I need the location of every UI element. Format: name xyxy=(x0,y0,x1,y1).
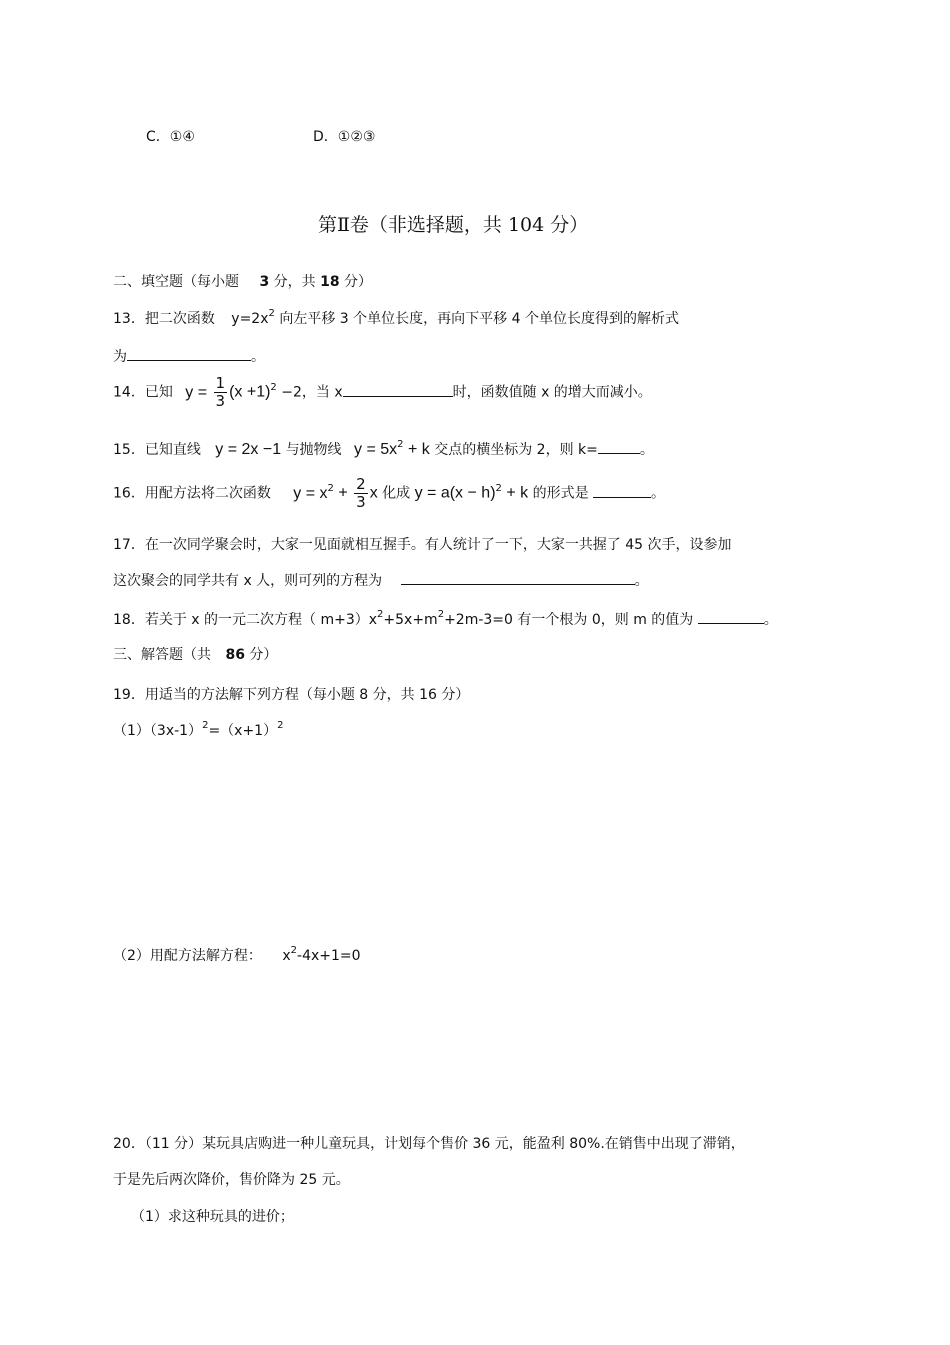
section2-score: 3 xyxy=(259,274,270,290)
q19-2-exponent: 2 xyxy=(290,945,298,956)
q14-text-g: −2，当 x xyxy=(281,384,343,401)
question-13-cont xyxy=(113,346,265,366)
q13-text-c: 为 xyxy=(113,349,127,365)
question-13 xyxy=(113,308,679,328)
section2-text-c: 分） xyxy=(344,274,373,290)
q15-text-c: 交点的横坐标为 2，则 k= xyxy=(434,442,598,458)
q19-2-x: x xyxy=(282,948,291,964)
question-20-cont: 于是先后两次降价，售价降为 25 元。 xyxy=(113,1172,350,1188)
question-19: 19．用适当的方法解下列方程（每小题 8 分，共 16 分） xyxy=(113,687,470,703)
q13-answer-blank[interactable] xyxy=(127,346,251,361)
q15-exponent: 2 xyxy=(397,439,404,450)
q15-line: y = 2x −1 xyxy=(215,441,282,458)
q18-text-c: +2m-3=0 有一个根为 0，则 m 的值为 xyxy=(444,612,694,628)
q13-function: y=2x xyxy=(231,311,269,327)
q16-denominator: 3 xyxy=(356,493,366,511)
q16-plus: + xyxy=(338,484,348,502)
question-20: 20．（11 分）某玩具店购进一种儿童玩具，计划每个售价 36 元，能盈利 80%.在销售中出现了滞销， xyxy=(113,1136,745,1152)
q14-text-b: 时，函数值随 x 的增大而减小。 xyxy=(452,384,652,401)
q18-exponent-1: 2 xyxy=(377,609,384,620)
q17-text-b: 这次聚会的同学共有 x 人，则可列的方程为 xyxy=(113,573,383,589)
q19-1-exponent-2: 2 xyxy=(277,720,284,731)
q15-text-b: 与抛物线 xyxy=(285,442,342,458)
q19-1-exponent-1: 2 xyxy=(202,720,209,731)
question-14 xyxy=(113,375,652,410)
section2-text-a: 二、填空题（每小题 xyxy=(113,274,239,290)
question-17-cont xyxy=(113,570,649,590)
q19-1-text-b: =（x+1） xyxy=(208,723,278,739)
q15-parabola: y = 5x xyxy=(354,441,398,458)
q16-vertex-form: y = a(x − h) xyxy=(414,484,496,502)
q17-end: 。 xyxy=(634,573,649,589)
question-18 xyxy=(113,609,778,629)
q16-text-a: 16．用配方法将二次函数 xyxy=(113,485,271,502)
q14-exponent: 2 xyxy=(270,381,277,393)
q13-text-b: 向左平移 3 个单位长度，再向下平移 4 个单位长度得到的解析式 xyxy=(279,311,679,327)
q13-text-a: 13．把二次函数 xyxy=(113,311,215,327)
option-d: D．①②③ xyxy=(313,129,376,145)
question-20-part-1: （1）求这种玩具的进价； xyxy=(131,1209,294,1225)
q19-2-text-b: -4x+1=0 xyxy=(297,948,361,964)
q16-text-b: 化成 xyxy=(382,485,411,502)
q16-exponent-1: 2 xyxy=(327,482,334,494)
q16-function-a: y = x xyxy=(293,484,328,502)
part2-title: 第Ⅱ卷（非选择题，共 104 分） xyxy=(318,214,589,236)
q14-y: y = xyxy=(185,383,208,401)
q19-2-text-a: （2）用配方法解方程： xyxy=(113,948,262,964)
section3-total: 86 xyxy=(225,647,245,663)
section3-text-b: 分） xyxy=(249,647,278,663)
q15-text-a: 15．已知直线 xyxy=(113,442,201,458)
q14-answer-blank[interactable] xyxy=(343,382,453,397)
q16-answer-blank[interactable] xyxy=(593,483,651,498)
question-17: 17．在一次同学聚会时，大家一见面就相互握手。有人统计了一下，大家一共握了 45 次手，设参加 xyxy=(113,537,732,553)
q18-answer-blank[interactable] xyxy=(698,609,764,624)
q18-text-b: +5x+m xyxy=(383,612,438,628)
q13-end: 。 xyxy=(251,349,265,365)
q16-fraction xyxy=(354,476,368,511)
q14-function: (x +1) xyxy=(229,383,271,401)
q15-answer-blank[interactable] xyxy=(598,439,640,454)
q18-end: 。 xyxy=(763,612,778,628)
section3-heading xyxy=(113,644,277,664)
question-16 xyxy=(113,476,665,511)
q16-exponent-2: 2 xyxy=(495,482,502,494)
q14-denominator: 3 xyxy=(215,392,226,410)
q14-text-a: 14．已知 xyxy=(113,384,173,401)
q14-fraction xyxy=(214,375,228,410)
q19-1-text-a: （1）（3x-1） xyxy=(113,723,203,739)
section3-text-a: 三、解答题（共 xyxy=(113,647,211,663)
q17-answer-blank[interactable] xyxy=(401,570,635,585)
question-15 xyxy=(113,439,654,459)
question-19-part-2 xyxy=(113,945,361,965)
q15-end: 。 xyxy=(639,442,654,458)
q16-end: 。 xyxy=(651,485,666,502)
section2-total: 18 xyxy=(320,274,340,290)
option-c: C．①④ xyxy=(146,129,195,145)
question-19-part-1 xyxy=(113,720,283,740)
q16-function-b: x xyxy=(369,484,378,502)
q18-exponent-2: 2 xyxy=(437,609,445,620)
section2-heading xyxy=(113,271,372,291)
q16-text-c: 的形式是 xyxy=(532,485,589,502)
q16-numerator: 2 xyxy=(356,475,366,493)
q16-plus-k: + k xyxy=(506,484,529,502)
section2-text-b: 分，共 xyxy=(273,274,316,290)
q18-text-a: 18．若关于 x 的一元二次方程（ m+3）x xyxy=(113,612,378,628)
q13-exponent: 2 xyxy=(268,308,275,319)
q15-plus-k: + k xyxy=(407,441,430,458)
q14-numerator: 1 xyxy=(215,374,226,392)
